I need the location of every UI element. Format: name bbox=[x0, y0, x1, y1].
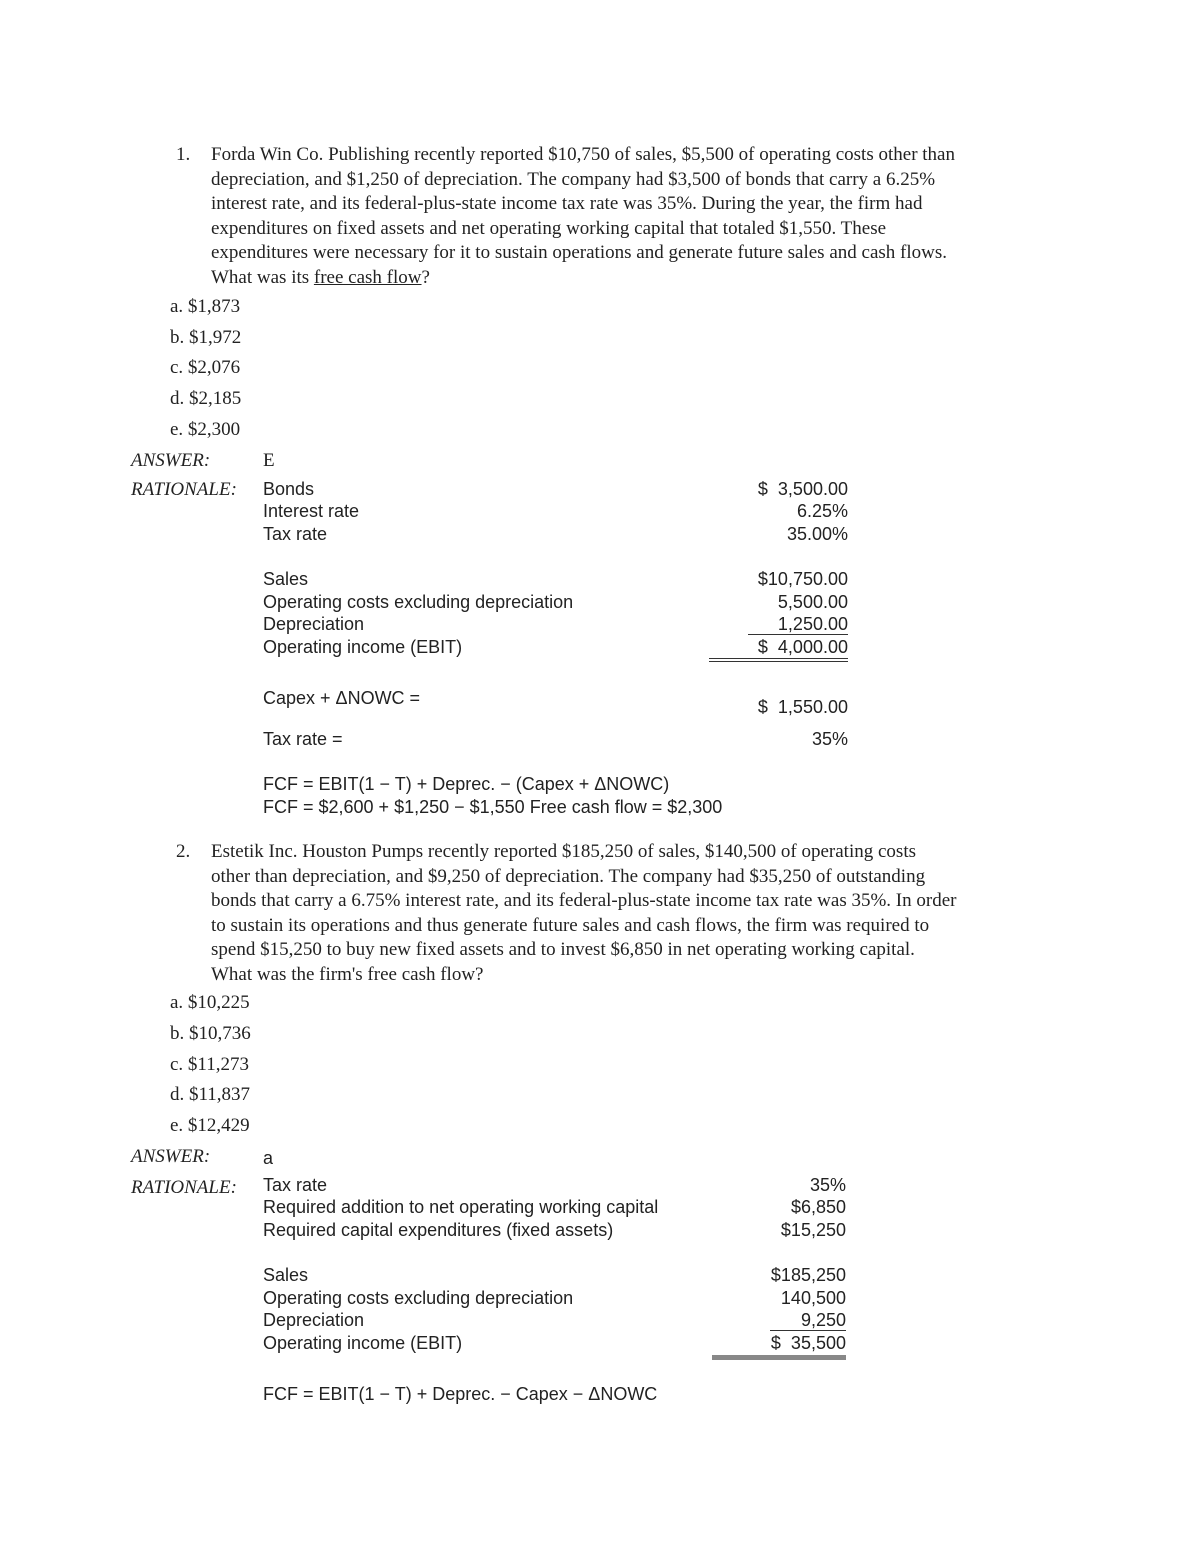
income-row-label: Operating costs excluding depreciation bbox=[263, 1288, 574, 1308]
rationale-row-label: Interest rate bbox=[263, 501, 360, 521]
income-row-value: 5,500.00 bbox=[777, 592, 848, 612]
rationale-row-label: Bonds bbox=[263, 479, 315, 499]
income-row-label: Depreciation bbox=[263, 614, 365, 634]
question-line: depreciation, and $1,250 of depreciation. The company had $3,500 of bonds that carry a 6.25% bbox=[211, 168, 936, 190]
rationale-row-value: 6.25% bbox=[796, 501, 848, 521]
rationale-label: RATIONALE: bbox=[131, 479, 237, 500]
question-line: to sustain its operations and thus generate future sales and cash flows, the firm was required to bbox=[211, 914, 930, 936]
income-row-label: Operating income (EBIT) bbox=[263, 637, 463, 657]
option-a[interactable]: a. $1,873 bbox=[170, 296, 241, 317]
question-line: interest rate, and its federal-plus-state income tax rate was 35%. During the year, the firm had bbox=[211, 193, 923, 214]
taxrate-label: Tax rate = bbox=[263, 729, 343, 749]
income-row-value: $185,250 bbox=[770, 1265, 846, 1285]
option-c[interactable]: c. $2,076 bbox=[170, 357, 241, 378]
question-line: Forda Win Co. Publishing recently reported $10,750 of sales, $5,500 of operating costs other than bbox=[211, 144, 955, 165]
question-line: Estetik Inc. Houston Pumps recently reported $185,250 of sales, $140,500 of operating costs bbox=[211, 841, 916, 862]
option-b[interactable]: b. $1,972 bbox=[170, 327, 242, 348]
question-line: bonds that carry a 6.75% interest rate, and its federal-plus-state income tax rate was 35%. In order bbox=[211, 890, 957, 911]
question-line: spend $15,250 to buy new fixed assets and to invest $6,850 in net operating working capital. bbox=[211, 939, 915, 960]
rationale-row-label: Tax rate bbox=[263, 1175, 328, 1195]
answer-value: E bbox=[263, 450, 275, 471]
income-row-value: $ 4,000.00 bbox=[757, 637, 848, 657]
rationale-row-value: $15,250 bbox=[780, 1220, 846, 1240]
fcf-formula: FCF = EBIT(1 − T) + Deprec. − (Capex + ΔNOWC) bbox=[263, 774, 670, 794]
income-row-value: 9,250 bbox=[800, 1310, 846, 1330]
answer-label: ANSWER: bbox=[131, 1146, 211, 1167]
option-d[interactable]: d. $11,837 bbox=[170, 1084, 251, 1105]
rationale-row-value: $6,850 bbox=[790, 1197, 846, 1217]
question-line: What was the firm's free cash flow? bbox=[211, 963, 484, 985]
question-line: other than depreciation, and $9,250 of depreciation. The company had $35,250 of outstanding bbox=[211, 865, 926, 887]
option-b[interactable]: b. $10,736 bbox=[170, 1023, 251, 1044]
income-row-label: Sales bbox=[263, 569, 309, 589]
question-line: expenditures were necessary for it to sustain operations and generate future sales and cash flows. bbox=[211, 242, 947, 263]
rationale-row-label: Tax rate bbox=[263, 524, 328, 544]
capex-value: $ 1,550.00 bbox=[757, 697, 848, 717]
income-row-value: 140,500 bbox=[780, 1288, 846, 1308]
option-e[interactable]: e. $12,429 bbox=[170, 1115, 250, 1136]
income-row-value: $ 35,500 bbox=[770, 1333, 846, 1353]
income-row-label: Depreciation bbox=[263, 1310, 365, 1330]
free-cash-flow-link[interactable]: free cash flow bbox=[313, 266, 422, 288]
rationale-row-value: 35% bbox=[809, 1175, 846, 1195]
total-thick-underline bbox=[712, 1355, 846, 1360]
rationale-row-value: $ 3,500.00 bbox=[757, 479, 848, 499]
capex-label: Capex + ΔNOWC = bbox=[263, 688, 421, 708]
option-a[interactable]: a. $10,225 bbox=[170, 992, 250, 1013]
question-number: 1. bbox=[176, 144, 191, 165]
option-d[interactable]: d. $2,185 bbox=[170, 388, 242, 409]
question-line: What was its free cash flow? bbox=[211, 266, 430, 288]
income-row-label: Operating costs excluding depreciation bbox=[263, 592, 574, 612]
subtotal-underline bbox=[748, 634, 848, 635]
income-row-label: Sales bbox=[263, 1265, 309, 1285]
fcf-calculation: FCF = $2,600 + $1,250 − $1,550 Free cash flow = $2,300 bbox=[263, 797, 723, 817]
income-row-value: 1,250.00 bbox=[777, 614, 848, 634]
option-c[interactable]: c. $11,273 bbox=[170, 1054, 249, 1075]
fcf-formula: FCF = EBIT(1 − T) + Deprec. − Capex − ΔNOWC bbox=[263, 1384, 658, 1404]
income-row-label: Operating income (EBIT) bbox=[263, 1333, 463, 1353]
question-number: 2. bbox=[176, 841, 191, 862]
income-row-value: $10,750.00 bbox=[757, 569, 848, 589]
subtotal-underline bbox=[770, 1330, 846, 1331]
rationale-row-label: Required capital expenditures (fixed assets) bbox=[263, 1220, 614, 1240]
question-text bbox=[211, 840, 1071, 987]
total-double-underline bbox=[709, 658, 848, 662]
question-text bbox=[211, 143, 1071, 290]
rationale-label: RATIONALE: bbox=[131, 1177, 237, 1198]
rationale-row-label: Required addition to net operating working capital bbox=[263, 1197, 659, 1217]
question-line: expenditures on fixed assets and net operating working capital that totaled $1,550. These bbox=[211, 217, 887, 239]
option-e[interactable]: e. $2,300 bbox=[170, 419, 241, 440]
answer-value: a bbox=[263, 1148, 274, 1168]
taxrate-value: 35% bbox=[811, 729, 848, 749]
answer-label: ANSWER: bbox=[131, 450, 211, 471]
rationale-row-value: 35.00% bbox=[786, 524, 848, 544]
